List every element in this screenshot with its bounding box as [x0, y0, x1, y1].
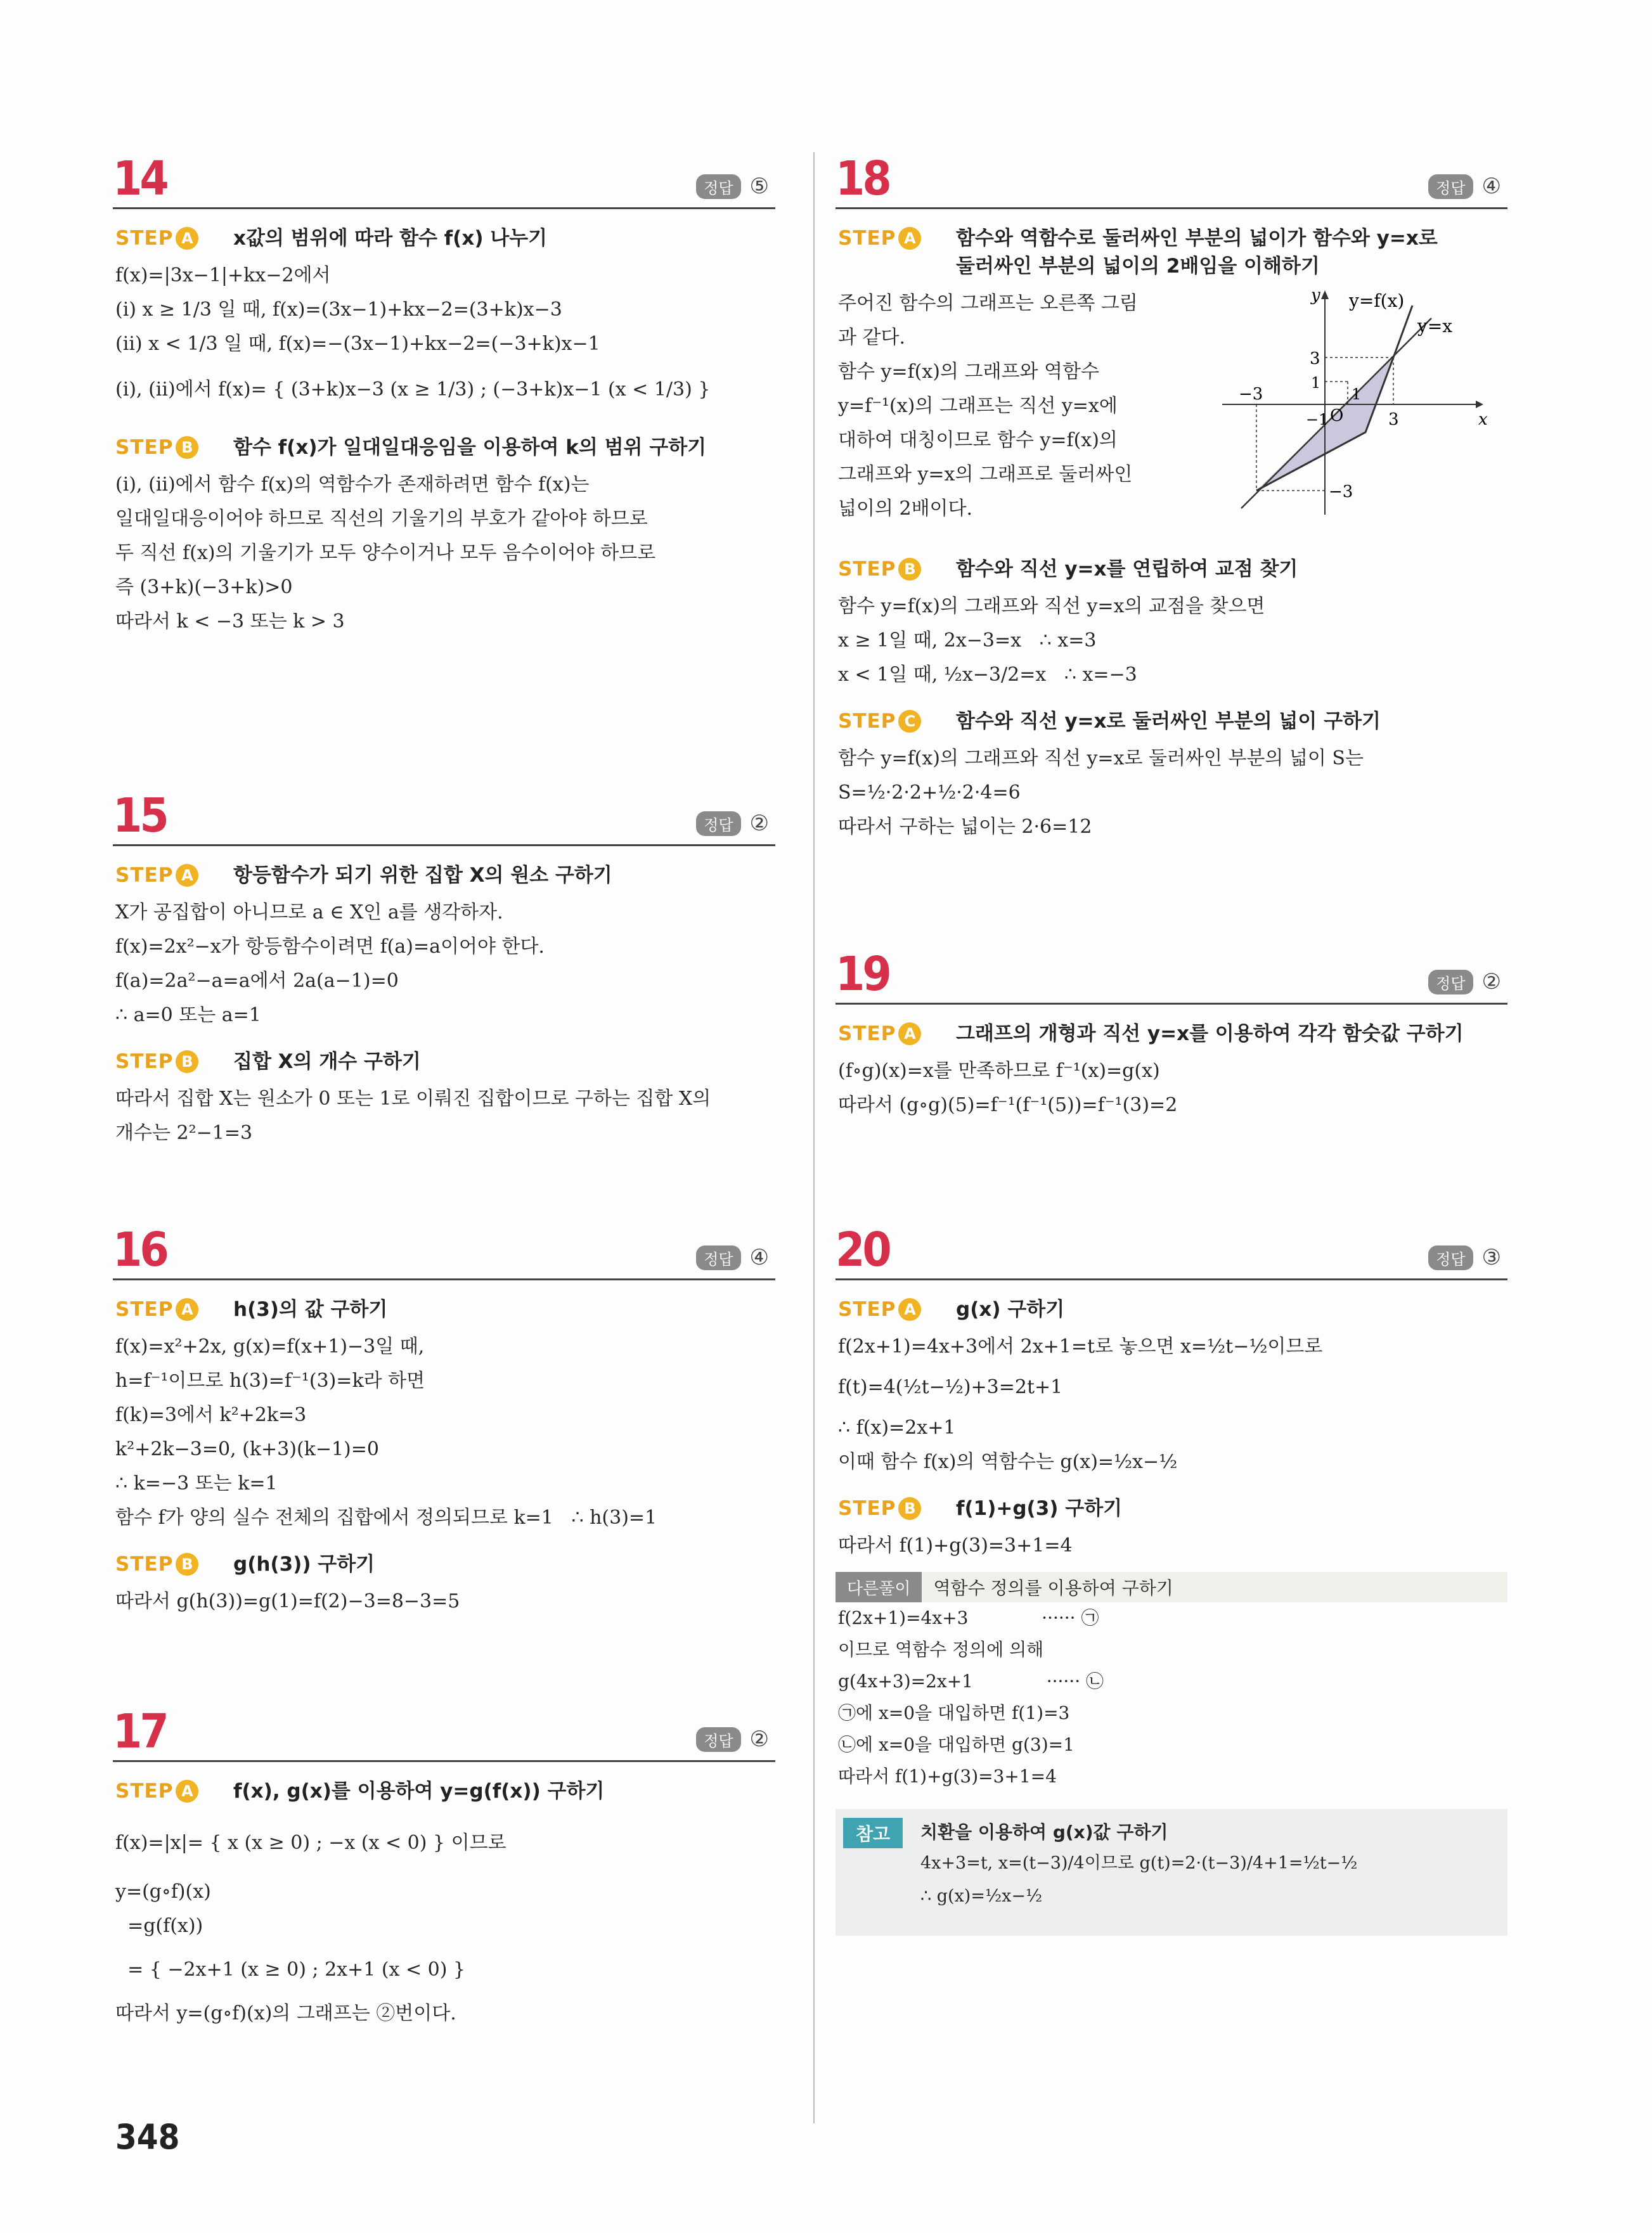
tick: −3 — [1239, 385, 1263, 404]
answer-value: ④ — [749, 1245, 769, 1270]
solution-line: 개수는 2²−1=3 — [115, 1122, 253, 1144]
problem-header — [113, 789, 775, 846]
solution-line: f(k)=3에서 k²+2k=3 — [115, 1404, 307, 1426]
graph-f — [1256, 306, 1412, 491]
answer-value: ② — [749, 811, 769, 836]
answer-badge: 정답 — [1428, 1245, 1473, 1270]
problem-header — [836, 948, 1507, 1005]
problem-number: 14 — [113, 151, 167, 206]
solution-line: k²+2k−3=0, (k+3)(k−1)=0 — [115, 1438, 379, 1460]
step-b: STEP B g(h(3)) 구하기 — [115, 1553, 375, 1576]
solution-line: 일대일대응이어야 하므로 직선의 기울기의 부호가 같아야 하므로 — [115, 508, 648, 530]
solution-line: (ⅱ) x < 1/3 일 때, f(x)=−(3x−1)+kx−2=(−3+k)x−1 — [115, 333, 600, 355]
answer-value: ③ — [1481, 1245, 1501, 1270]
tick: 1 — [1311, 374, 1321, 392]
solution-line: 이므로 역함수 정의에 의해 — [838, 1639, 1044, 1660]
step-b: STEP B f(1)+g(3) 구하기 — [838, 1497, 1123, 1520]
problem-15 — [113, 789, 775, 1150]
tick: −1 — [1306, 411, 1329, 428]
answer-badge: 정답 — [696, 1727, 740, 1752]
solution-line: 이때 함수 f(x)의 역함수는 g(x)=½x−½ — [838, 1451, 1178, 1473]
answer-value: ② — [1481, 969, 1501, 994]
solution-line: ㉡에 x=0을 대입하면 g(3)=1 — [838, 1734, 1074, 1755]
solution-line: 함수 y=f(x)의 그래프와 직선 y=x로 둘러싸인 부분의 넓이 S는 — [838, 747, 1364, 769]
answer-value: ④ — [1481, 174, 1501, 199]
alternative-solution-bar — [836, 1572, 1507, 1602]
solution-line: f(x)=|x|= { x (x ≥ 0) ; −x (x < 0) } 이므로 — [115, 1832, 507, 1854]
answer — [696, 1245, 769, 1270]
answer-value: ② — [749, 1727, 769, 1752]
solution-line: x < 1일 때, ½x−3/2=x ∴ x=−3 — [838, 664, 1137, 686]
solution-line: 과 같다. — [838, 326, 906, 349]
step-a: STEP A 항등함수가 되기 위한 집합 X의 원소 구하기 — [115, 864, 612, 887]
solution-line: x ≥ 1일 때, 2x−3=x ∴ x=3 — [838, 629, 1097, 652]
step-a: STEP A 그래프의 개형과 직선 y=x를 이용하여 각각 함숫값 구하기 — [838, 1022, 1464, 1045]
tick: 1 — [1352, 385, 1362, 403]
problem-header — [113, 1223, 775, 1280]
note-line: ∴ g(x)=½x−½ — [920, 1886, 1043, 1906]
solution-line: f(x)=x²+2x, g(x)=f(x+1)−3일 때, — [115, 1335, 425, 1358]
solution-line: 대하여 대칭이므로 함수 y=f(x)의 — [838, 429, 1118, 451]
solution-line: 따라서 k < −3 또는 k > 3 — [115, 610, 345, 633]
solution-line: y=(g∘f)(x) — [115, 1881, 211, 1903]
solution-line: f(x)=|3x−1|+kx−2에서 — [115, 264, 331, 286]
alt-title: 역함수 정의를 이용하여 구하기 — [933, 1578, 1173, 1599]
tick: 3 — [1310, 349, 1320, 368]
solution-line: 그래프와 y=x의 그래프로 둘러싸인 — [838, 463, 1133, 486]
solution-line: 함수 y=f(x)의 그래프와 역함수 — [838, 361, 1099, 383]
solution-line: y=f⁻¹(x)의 그래프는 직선 y=x에 — [838, 395, 1118, 417]
function-graph — [1216, 280, 1488, 521]
note-label: 참고 — [843, 1818, 903, 1848]
solution-line: 함수 y=f(x)의 그래프와 직선 y=x의 교점을 찾으면 — [838, 595, 1265, 617]
solution-line: (ⅰ) x ≥ 1/3 일 때, f(x)=(3x−1)+kx−2=(3+k)x−3 — [115, 299, 562, 321]
alt-label: 다른풀이 — [836, 1572, 922, 1602]
solution-line: ㉠에 x=0을 대입하면 f(1)=3 — [838, 1702, 1070, 1723]
tick: 3 — [1388, 410, 1399, 429]
tick: −3 — [1329, 482, 1353, 501]
problem-number: 20 — [836, 1223, 889, 1277]
step-a: STEP A h(3)의 값 구하기 — [115, 1298, 388, 1321]
solution-line: (ⅰ), (ⅱ)에서 f(x)= { (3+k)x−3 (x ≥ 1/3) ; (−3+k)x−1 (x < 1/3) } — [115, 378, 711, 401]
problem-number: 15 — [113, 788, 167, 843]
solution-line: f(t)=4(½t−½)+3=2t+1 — [838, 1376, 1063, 1398]
problem-number: 17 — [113, 1704, 167, 1759]
solution-line: 따라서 f(1)+g(3)=3+1=4 — [838, 1535, 1073, 1557]
problem-17 — [113, 1705, 775, 2031]
problem-number: 18 — [836, 151, 889, 206]
page-number: 348 — [115, 2117, 180, 2157]
solution-line: f(a)=2a²−a=a에서 2a(a−1)=0 — [115, 970, 399, 992]
solution-line: g(4x+3)=2x+1 ······ ㉡ — [838, 1671, 1104, 1692]
solution-line: 따라서 집합 X는 원소가 0 또는 1로 이뤄진 집합이므로 구하는 집합 X의 — [115, 1088, 711, 1110]
solution-line: 함수 f가 양의 실수 전체의 집합에서 정의되므로 k=1 ∴ h(3)=1 — [115, 1507, 657, 1529]
origin-label: O — [1330, 406, 1344, 425]
answer-badge: 정답 — [696, 174, 740, 199]
f-label: y=f(x) — [1349, 290, 1405, 311]
step-b: STEP B 집합 X의 개수 구하기 — [115, 1050, 421, 1073]
solution-line: 따라서 구하는 넓이는 2·6=12 — [838, 816, 1092, 838]
problem-number: 16 — [113, 1223, 167, 1277]
answer-badge: 정답 — [1428, 174, 1473, 199]
solution-line: 따라서 g(h(3))=g(1)=f(2)−3=8−3=5 — [115, 1590, 460, 1612]
step-a: STEP A 함수와 역함수로 둘러싸인 부분의 넓이가 함수와 y=x로 둘러싸인 부분의 넓이의 2배임을 이해하기 — [838, 227, 1438, 278]
problem-header — [836, 1223, 1507, 1280]
problem-header — [113, 152, 775, 209]
solution-line: ∴ k=−3 또는 k=1 — [115, 1472, 278, 1495]
answer — [696, 811, 769, 836]
problem-14 — [113, 152, 775, 639]
answer-badge: 정답 — [696, 811, 740, 836]
step-c: STEP C 함수와 직선 y=x로 둘러싸인 부분의 넓이 구하기 — [838, 710, 1381, 733]
note-title: 치환을 이용하여 g(x)값 구하기 — [920, 1822, 1168, 1843]
solution-line: f(2x+1)=4x+3 ······ ㉠ — [838, 1607, 1099, 1628]
solution-line: = { −2x+1 (x ≥ 0) ; 2x+1 (x < 0) } — [115, 1959, 466, 1981]
solution-line: 따라서 f(1)+g(3)=3+1=4 — [838, 1766, 1057, 1787]
step-a: STEP A x값의 범위에 따라 함수 f(x) 나누기 — [115, 227, 548, 250]
step-a: STEP A f(x), g(x)를 이용하여 y=g(f(x)) 구하기 — [115, 1780, 605, 1803]
solution-line: (f∘g)(x)=x를 만족하므로 f⁻¹(x)=g(x) — [838, 1060, 1160, 1082]
answer — [696, 1727, 769, 1752]
solution-line: (ⅰ), (ⅱ)에서 함수 f(x)의 역함수가 존재하려면 함수 f(x)는 — [115, 473, 590, 496]
solution-line: ∴ a=0 또는 a=1 — [115, 1004, 261, 1026]
problem-16 — [113, 1223, 775, 1619]
solution-line: =g(f(x)) — [115, 1915, 203, 1937]
answer-badge: 정답 — [1428, 970, 1473, 994]
problem-header — [113, 1705, 775, 1762]
solution-line: S=½·2·2+½·2·4=6 — [838, 782, 1021, 804]
answer — [1428, 1245, 1501, 1270]
solution-line: f(x)=2x²−x가 항등함수이려면 f(a)=a이어야 한다. — [115, 936, 545, 958]
answer-value: ⑤ — [749, 174, 769, 199]
note-box — [836, 1809, 1507, 1936]
step-b: STEP B 함수 f(x)가 일대일대응임을 이용하여 k의 범위 구하기 — [115, 436, 707, 459]
solution-line: 두 직선 f(x)의 기울기가 모두 양수이거나 모두 음수이어야 하므로 — [115, 542, 656, 564]
note-line: 4x+3=t, x=(t−3)/4이므로 g(t)=2·(t−3)/4+1=½t−½ — [920, 1853, 1358, 1873]
answer — [1428, 969, 1501, 994]
solution-line: X가 공집합이 아니므로 a ∈ X인 a를 생각하자. — [115, 901, 503, 923]
column-divider — [813, 152, 815, 2123]
answer-badge: 정답 — [696, 1245, 740, 1270]
answer — [1428, 174, 1501, 199]
answer — [696, 174, 769, 199]
solution-line: 넓이의 2배이다. — [838, 498, 973, 520]
problem-18 — [836, 152, 1507, 844]
problem-19 — [836, 948, 1507, 1123]
solution-line: f(2x+1)=4x+3에서 2x+1=t로 놓으면 x=½t−½이므로 — [838, 1335, 1323, 1358]
y-axis-label: y — [1311, 286, 1320, 305]
solution-line: 주어진 함수의 그래프는 오른쪽 그림 — [838, 292, 1138, 314]
x-axis-label: x — [1478, 410, 1488, 429]
solution-line: 따라서 (g∘g)(5)=f⁻¹(f⁻¹(5))=f⁻¹(3)=2 — [838, 1094, 1178, 1116]
step-b: STEP B 함수와 직선 y=x를 연립하여 교점 찾기 — [838, 558, 1298, 581]
step-a: STEP A g(x) 구하기 — [838, 1298, 1065, 1321]
yx-label: y=x — [1417, 316, 1453, 337]
problem-header — [836, 152, 1507, 209]
solution-line: h=f⁻¹이므로 h(3)=f⁻¹(3)=k라 하면 — [115, 1370, 425, 1392]
solution-line: 따라서 y=(g∘f)(x)의 그래프는 ②번이다. — [115, 2002, 456, 2024]
problem-20 — [836, 1223, 1507, 1936]
problem-number: 19 — [836, 947, 889, 1001]
text-with-graph — [836, 286, 1507, 540]
solution-line: 즉 (3+k)(−3+k)>0 — [115, 576, 293, 598]
solution-line: ∴ f(x)=2x+1 — [838, 1417, 956, 1439]
